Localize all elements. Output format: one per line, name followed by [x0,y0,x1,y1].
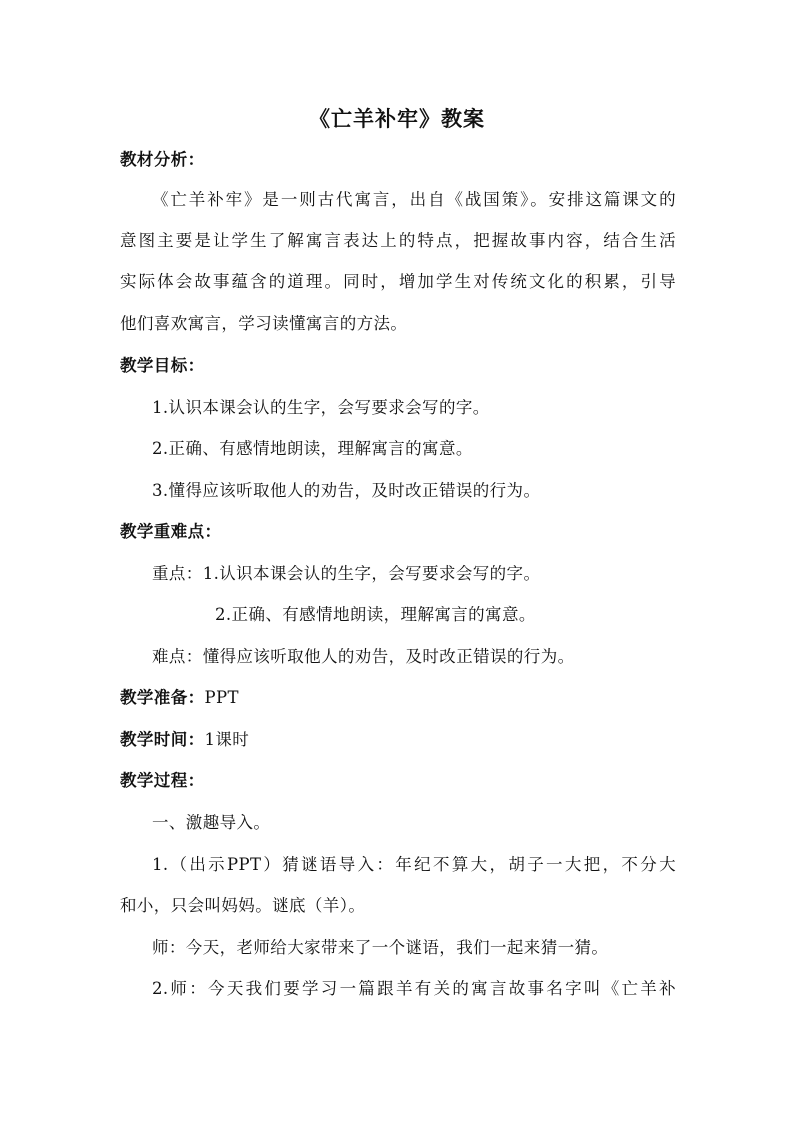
analysis-line-3: 实际体会故事蕴含的道理。同时，增加学生对传统文化的积累，引导 [120,272,676,291]
goal-item-2: 2.正确、有感情地朗读，理解寓言的寓意。 [152,439,473,458]
process-teacher-line: 师：今天，老师给大家带来了一个谜语，我们一起来猜一猜。 [152,938,609,957]
keypoints-heading: 教学重难点： [120,522,222,541]
time-value: 1课时 [204,730,250,749]
time-heading: 教学时间： [120,730,205,749]
prep-value: PPT [204,688,239,707]
analysis-line-4: 他们喜欢寓言，学习读懂寓言的方法。 [120,314,408,333]
analysis-heading: 教材分析： [120,150,205,169]
goal-item-1: 1.认识本课会认的生字，会写要求会写的字。 [152,398,490,417]
process-step2-line-1: 2.师：今天我们要学习一篇跟羊有关的寓言故事名字叫《亡羊补 [152,979,676,998]
analysis-line-1: 《亡羊补牢》是一则古代寓言，出自《战国策》。安排这篇课文的 [152,190,676,209]
goal-item-3: 3.懂得应该听取他人的劝告，及时改正错误的行为。 [152,481,541,500]
difficulty-line: 难点：懂得应该听取他人的劝告，及时改正错误的行为。 [152,647,575,666]
keypoint-line-2: 2.正确、有感情地朗读，理解寓言的寓意。 [215,605,536,624]
process-heading: 教学过程： [120,771,205,790]
time-line [120,730,676,750]
process-step1-line-1: 1.（出示PPT）猜谜语导入：年纪不算大，胡子一大把，不分大 [152,855,676,874]
prep-line [120,688,676,708]
prep-heading: 教学准备： [120,688,205,707]
page-title: 《亡羊补牢》教案 [309,106,485,131]
process-section-1: 一、激趣导入。 [152,813,271,832]
process-step1-line-2: 和小，只会叫妈妈。谜底（羊）。 [120,896,366,915]
goals-heading: 教学目标： [120,356,205,375]
analysis-line-2: 意图主要是让学生了解寓言表达上的特点，把握故事内容，结合生活 [120,231,676,250]
keypoint-line-1: 重点：1.认识本课会认的生字，会写要求会写的字。 [152,564,541,583]
